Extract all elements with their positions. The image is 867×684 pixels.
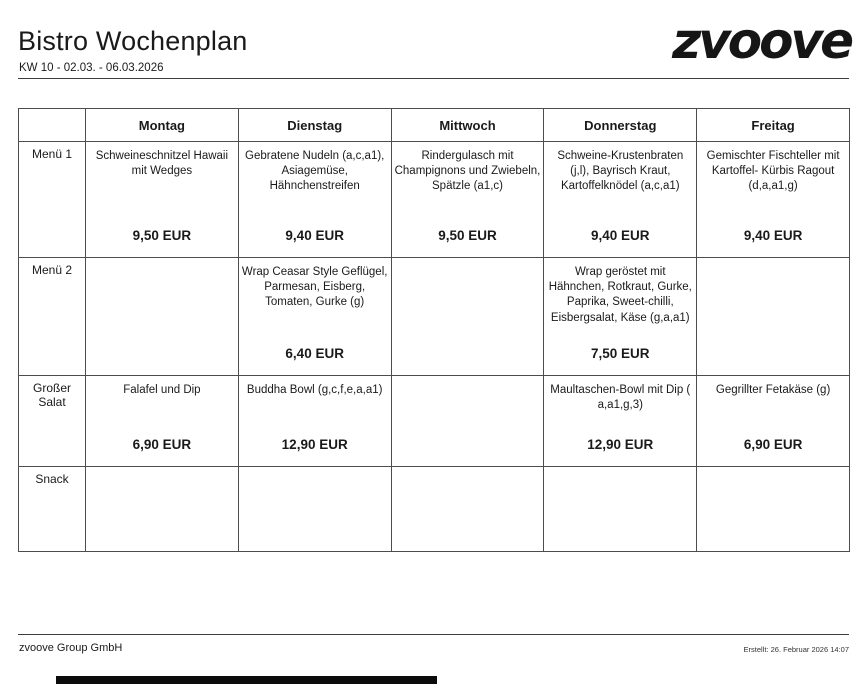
dish-text: Gebratene Nudeln (a,c,a1), Asiagemüse, Hähnchenstreifen <box>245 150 385 193</box>
menu-cell <box>86 142 239 258</box>
dish-text: Buddha Bowl (g,c,f,e,a,a1) <box>246 384 383 396</box>
menu-cell <box>391 467 544 552</box>
price-text: 12,90 EUR <box>587 437 654 452</box>
menu-cell <box>697 142 850 258</box>
dish-text <box>88 472 236 474</box>
menu-cell <box>86 467 239 552</box>
price-text: 6,90 EUR <box>132 437 192 452</box>
price-text: 12,90 EUR <box>281 437 348 452</box>
dish-text <box>546 472 694 474</box>
menu-cell <box>391 142 544 258</box>
menu-cell <box>544 142 697 258</box>
column-header-montag: Montag <box>86 109 239 142</box>
menu-cell <box>544 467 697 552</box>
row-label-menu2: Menü 2 <box>19 258 86 376</box>
row-label-snack: Snack <box>19 467 86 552</box>
footer-divider <box>18 634 849 635</box>
dish-text <box>394 381 542 383</box>
dish-text: Schweine-Krustenbraten (j,l), Bayrisch Kraut, Kartoffelknödel (a,c,a1) <box>557 150 684 193</box>
table-row-grosser-salat <box>19 376 850 467</box>
menu-cell <box>238 142 391 258</box>
dish-text: Gemischter Fischteller mit Kartoffel- Kürbis Ragout (d,a,a1,g) <box>706 150 840 193</box>
dish-text <box>241 472 389 474</box>
header-divider <box>18 78 849 79</box>
bottom-bar <box>56 676 437 684</box>
dish-text <box>394 472 542 474</box>
price-text: 9,40 EUR <box>591 228 650 243</box>
table-row-snack <box>19 467 850 552</box>
footer-company: zvoove Group GmbH <box>19 642 123 654</box>
menu-cell <box>544 258 697 376</box>
dish-text: Gegrillter Fetakäse (g) <box>715 384 831 396</box>
price-text: 9,50 EUR <box>132 228 192 243</box>
menu-cell <box>697 376 850 467</box>
menu-cell <box>391 258 544 376</box>
dish-text: Wrap Ceasar Style Geflügel, Parmesan, Eisberg, Tomaten, Gurke (g) <box>241 266 388 309</box>
row-label-grosser-salat: Großer Salat <box>19 376 86 467</box>
dish-text: Wrap geröstet mit Hähnchen, Rotkraut, Gurke, Paprika, Sweet-chilli, Eisbergsalat, Käse (g,a,a1) <box>548 266 692 324</box>
column-header-freitag: Freitag <box>697 109 850 142</box>
menu-cell <box>697 258 850 376</box>
menu-cell <box>238 376 391 467</box>
dish-text <box>699 263 847 265</box>
table-header-row <box>19 109 850 142</box>
price-text: 9,50 EUR <box>438 228 497 243</box>
column-header-mittwoch: Mittwoch <box>391 109 544 142</box>
dish-text <box>88 263 236 265</box>
price-text: 9,40 EUR <box>743 228 803 243</box>
menu-cell <box>238 467 391 552</box>
footer-created-timestamp: Erstellt: 26. Februar 2026 14:07 <box>743 645 849 654</box>
zvoove-logo: zvoove <box>672 12 851 70</box>
dish-text <box>394 263 542 265</box>
menu-cell <box>86 258 239 376</box>
column-header-empty <box>19 109 86 142</box>
dish-text: Maultaschen-Bowl mit Dip ( a,a1,g,3) <box>550 384 691 412</box>
dish-text <box>699 472 847 474</box>
price-text: 7,50 EUR <box>591 346 650 361</box>
menu-cell <box>86 376 239 467</box>
menu-cell <box>544 376 697 467</box>
column-header-donnerstag: Donnerstag <box>544 109 697 142</box>
dish-text: Falafel und Dip <box>123 384 201 396</box>
price-text: 9,40 EUR <box>285 228 344 243</box>
weekly-menu-table <box>18 108 850 552</box>
page-title: Bistro Wochenplan <box>18 26 248 56</box>
menu-cell <box>697 467 850 552</box>
table-row-menu1 <box>19 142 850 258</box>
menu-cell <box>238 258 391 376</box>
price-text: 6,90 EUR <box>743 437 803 452</box>
menu-cell <box>391 376 544 467</box>
row-label-menu1: Menü 1 <box>19 142 86 258</box>
dish-text: Schweineschnitzel Hawaii mit Wedges <box>95 150 229 178</box>
price-text: 6,40 EUR <box>285 346 344 361</box>
dish-text: Rindergulasch mit Champignons und Zwiebeln, Spätzle (a1,c) <box>394 150 541 193</box>
table-row-menu2 <box>19 258 850 376</box>
column-header-dienstag: Dienstag <box>238 109 391 142</box>
week-range: KW 10 - 02.03. - 06.03.2026 <box>19 62 164 74</box>
